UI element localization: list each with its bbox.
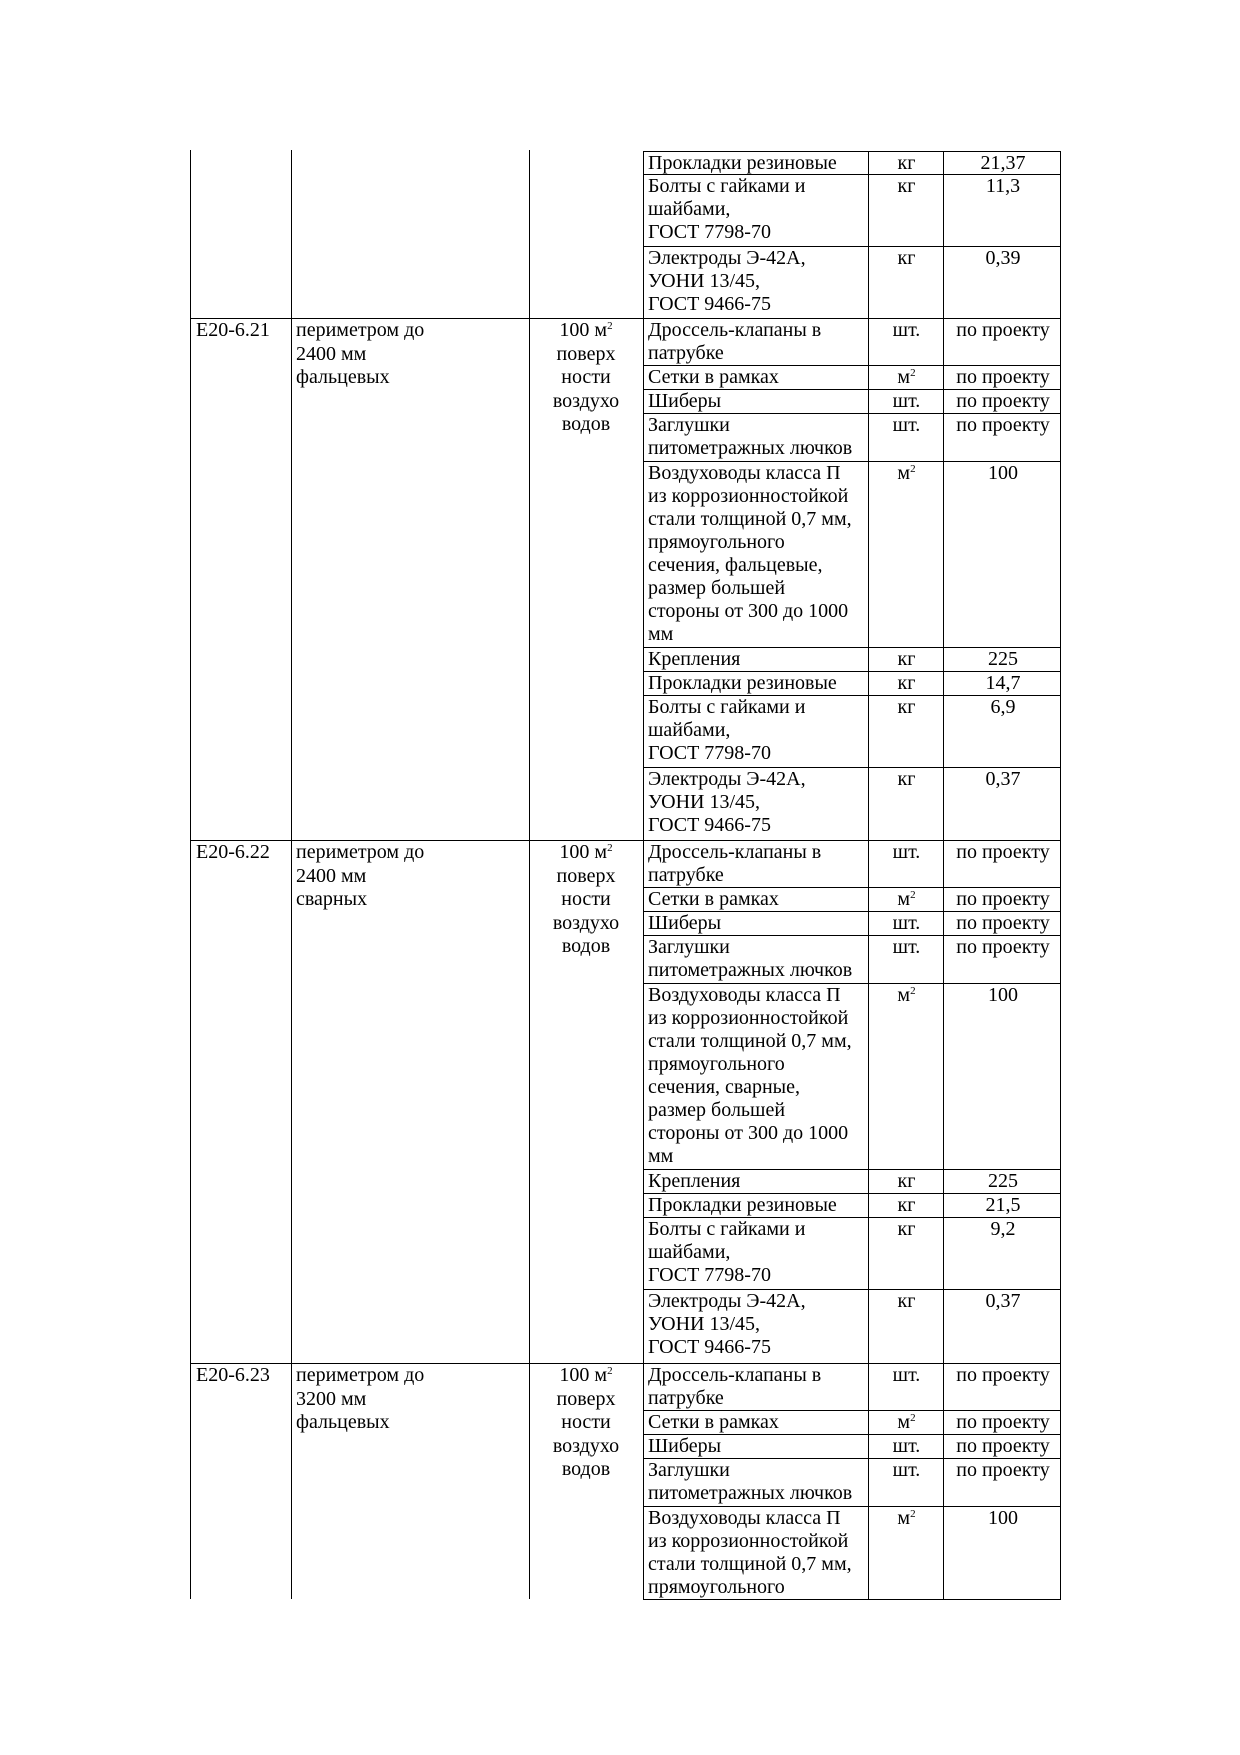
description-cell: периметром до 2400 мм фальцевых — [296, 319, 425, 388]
resource-row — [643, 647, 1061, 672]
resource-name: Крепления — [648, 1170, 741, 1192]
resource-row — [643, 1193, 1061, 1218]
resource-name: Дроссель-клапаны в патрубке — [648, 1364, 822, 1409]
resource-row — [643, 318, 1061, 366]
resource-unit: кг — [897, 1170, 916, 1192]
resource-name: Заглушки питометражных лючков — [648, 1459, 853, 1504]
resource-unit: шт. — [892, 390, 921, 412]
code-cell: Е20-6.21 — [196, 319, 270, 341]
resource-row — [643, 1217, 1061, 1290]
resource-row — [643, 935, 1061, 984]
resource-name: Шиберы — [648, 1435, 722, 1457]
resource-quantity: 0,39 — [985, 247, 1021, 269]
resource-quantity: 6,9 — [990, 696, 1016, 718]
resource-name: Электроды Э-42А, УОНИ 13/45, ГОСТ 9466-75 — [648, 247, 806, 315]
resource-unit: $м^2$ — [897, 1411, 916, 1433]
resource-unit: шт. — [892, 319, 921, 341]
resource-unit: кг — [897, 672, 916, 694]
resource-unit: шт. — [892, 414, 921, 436]
description-cell: периметром до 2400 мм сварных — [296, 841, 425, 910]
resource-name: Воздуховоды класса П из коррозионностойкой стали толщиной 0,7 мм, прямоугольного сечения, сварные, размер большей стороны от 300 до 1000 мм — [648, 984, 852, 1167]
resource-row — [643, 365, 1061, 390]
resource-unit: $м^2$ — [897, 1507, 916, 1529]
resource-quantity: по проекту — [956, 1364, 1050, 1386]
code-cell: Е20-6.22 — [196, 841, 270, 863]
resource-row — [643, 246, 1061, 319]
resource-name: Дроссель-клапаны в патрубке — [648, 841, 822, 886]
resource-unit: шт. — [892, 1435, 921, 1457]
resource-unit: $м^2$ — [897, 366, 916, 388]
resource-quantity: 21,37 — [980, 152, 1026, 174]
resource-row — [643, 1363, 1061, 1411]
resource-row — [643, 1289, 1061, 1364]
resource-unit: шт. — [892, 936, 921, 958]
resource-quantity: 14,7 — [985, 672, 1021, 694]
resource-name: Электроды Э-42А, УОНИ 13/45, ГОСТ 9466-75 — [648, 768, 806, 836]
resource-quantity: 225 — [988, 1170, 1018, 1192]
column-border — [291, 150, 292, 1599]
resource-row — [643, 151, 1061, 175]
resource-row — [643, 1458, 1061, 1507]
resource-quantity: по проекту — [956, 1459, 1050, 1481]
resource-name: Заглушки питометражных лючков — [648, 414, 853, 459]
resource-quantity: по проекту — [956, 319, 1050, 341]
resource-name: Воздуховоды класса П из коррозионностойкой стали толщиной 0,7 мм, прямоугольного — [648, 1507, 852, 1598]
resource-row — [643, 174, 1061, 247]
resource-quantity: по проекту — [956, 936, 1050, 958]
resource-quantity: по проекту — [956, 390, 1050, 412]
code-cell: Е20-6.23 — [196, 1364, 270, 1386]
resource-name: Прокладки резиновые — [648, 1194, 837, 1216]
resource-name: Сетки в рамках — [648, 366, 779, 388]
resource-row — [643, 671, 1061, 696]
resource-quantity: по проекту — [956, 888, 1050, 910]
resource-name: Болты с гайками и шайбами, ГОСТ 7798-70 — [648, 696, 806, 764]
resource-name: Дроссель-клапаны в патрубке — [648, 319, 822, 364]
resource-row — [643, 413, 1061, 462]
column-border — [868, 984, 869, 1169]
resource-row — [643, 767, 1061, 841]
resource-row — [643, 389, 1061, 414]
resource-row — [643, 983, 1061, 1170]
resource-name: Заглушки питометражных лючков — [648, 936, 853, 981]
resource-row — [643, 1410, 1061, 1435]
resource-name: Прокладки резиновые — [648, 672, 837, 694]
resource-name: Шиберы — [648, 912, 722, 934]
resource-unit: кг — [897, 152, 916, 174]
resource-name: Болты с гайками и шайбами, ГОСТ 7798-70 — [648, 1218, 806, 1286]
resource-name: Сетки в рамках — [648, 1411, 779, 1433]
resource-unit: шт. — [892, 1459, 921, 1481]
resource-row — [643, 1434, 1061, 1459]
resource-unit: шт. — [892, 912, 921, 934]
resource-unit: $м^2$ — [897, 888, 916, 910]
resource-name: Прокладки резиновые — [648, 152, 837, 174]
measure-unit-cell: 100 $м^2$ поверх ности воздухо водов — [552, 841, 620, 957]
resource-name: Электроды Э-42А, УОНИ 13/45, ГОСТ 9466-75 — [648, 1290, 806, 1358]
resource-name: Сетки в рамках — [648, 888, 779, 910]
resource-quantity: 11,3 — [985, 175, 1021, 197]
resource-row — [643, 695, 1061, 768]
resource-row — [643, 461, 1061, 648]
resource-name: Воздуховоды класса П из коррозионностойкой стали толщиной 0,7 мм, прямоугольного сечения, фальцевые, размер большей стороны от 300 до 1000 мм — [648, 462, 852, 645]
resource-unit: кг — [897, 768, 916, 790]
resource-quantity: по проекту — [956, 1435, 1050, 1457]
resource-row — [643, 840, 1061, 888]
resource-row — [643, 887, 1061, 912]
resource-unit: $м^2$ — [897, 462, 916, 484]
resource-unit: $м^2$ — [897, 984, 916, 1006]
column-border — [868, 462, 869, 647]
column-border — [190, 150, 191, 1599]
resource-row — [643, 1506, 1061, 1600]
resource-unit: кг — [897, 175, 916, 197]
resource-row — [643, 911, 1061, 936]
resource-quantity: по проекту — [956, 414, 1050, 436]
column-border — [943, 462, 944, 647]
resource-quantity: 0,37 — [985, 768, 1021, 790]
resource-quantity: 100 — [988, 462, 1018, 484]
resource-quantity: по проекту — [956, 1411, 1050, 1433]
resource-quantity: по проекту — [956, 366, 1050, 388]
resource-unit: кг — [897, 1290, 916, 1312]
measure-unit-cell: 100 $м^2$ поверх ности воздухо водов — [552, 319, 620, 435]
resource-quantity: 0,37 — [985, 1290, 1021, 1312]
resource-quantity: 21,5 — [985, 1194, 1021, 1216]
resource-unit: шт. — [892, 841, 921, 863]
resource-quantity: 100 — [988, 984, 1018, 1006]
measure-unit-cell: 100 $м^2$ поверх ности воздухо водов — [552, 1364, 620, 1480]
resource-quantity: по проекту — [956, 841, 1050, 863]
resource-quantity: 9,2 — [990, 1218, 1016, 1240]
resource-row — [643, 1169, 1061, 1194]
description-cell: периметром до 3200 мм фальцевых — [296, 1364, 425, 1433]
resource-quantity: по проекту — [956, 912, 1050, 934]
resource-unit: кг — [897, 648, 916, 670]
resource-unit: кг — [897, 1194, 916, 1216]
resource-quantity: 100 — [988, 1507, 1018, 1529]
resource-unit: кг — [897, 696, 916, 718]
resource-name: Шиберы — [648, 390, 722, 412]
resource-unit: кг — [897, 1218, 916, 1240]
resource-unit: шт. — [892, 1364, 921, 1386]
column-border — [943, 984, 944, 1169]
resource-name: Болты с гайками и шайбами, ГОСТ 7798-70 — [648, 175, 806, 243]
resource-quantity: 225 — [988, 648, 1018, 670]
resource-name: Крепления — [648, 648, 741, 670]
resource-unit: кг — [897, 247, 916, 269]
